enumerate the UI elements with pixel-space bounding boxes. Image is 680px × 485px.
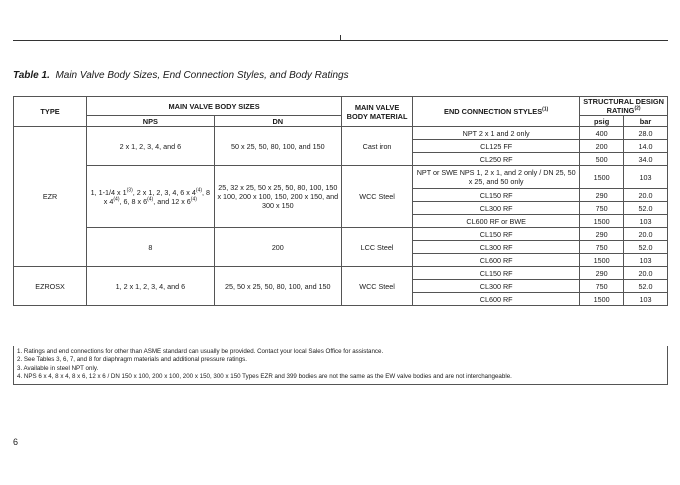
end-style-cell: CL600 RF (413, 254, 580, 267)
nps-note-e: (4) (190, 196, 197, 203)
psig-cell: 500 (580, 153, 624, 166)
bar-cell: 52.0 (624, 280, 668, 293)
nps-note-b: (4) (195, 187, 203, 194)
psig-cell: 750 (580, 280, 624, 293)
header-type: TYPE (14, 97, 87, 127)
caption-prefix: Table 1. (13, 70, 50, 81)
table-row (14, 127, 668, 140)
nps-text-e: , and 12 x 6 (153, 196, 191, 206)
nps-text-d: , 6, 8 x 6 (119, 196, 148, 206)
nps-note-a: (3) (126, 187, 133, 194)
nps-text-b: , 2 x 1, 2, 3, 4, 6 x 4 (132, 187, 196, 197)
nps-note-c: (4) (113, 196, 120, 203)
material-cell: WCC Steel (342, 166, 413, 228)
footnote-2: 2. See Tables 3, 6, 7, and 8 for diaphragm materials and additional pressure ratings. (17, 356, 247, 364)
material-cell: WCC Steel (342, 267, 413, 306)
table-footnotes (13, 346, 668, 385)
header-psig: psig (580, 116, 624, 127)
table-row (14, 166, 668, 189)
psig-cell: 290 (580, 189, 624, 202)
psig-cell: 200 (580, 140, 624, 153)
footnote-1: 1. Ratings and end connections for other than ASME standard can usually be provided. Contact your local Sales Office for assistance. (17, 348, 384, 355)
nps-cell: 1, 2 x 1, 2, 3, 4, and 6 (87, 267, 214, 306)
end-style-cell: CL600 RF or BWE (413, 215, 580, 228)
page-number: 6 (13, 437, 19, 447)
nps-note-d: (4) (147, 196, 154, 203)
header-rule (13, 40, 668, 41)
end-style-cell: CL300 RF (413, 202, 580, 215)
psig-cell: 750 (580, 202, 624, 215)
end-style-cell: CL300 RF (413, 241, 580, 254)
bar-cell: 20.0 (624, 267, 668, 280)
end-style-cell: NPT 2 x 1 and 2 only (413, 127, 580, 140)
bar-cell: 20.0 (624, 228, 668, 241)
bar-cell: 103 (624, 215, 668, 228)
psig-cell: 1500 (580, 254, 624, 267)
psig-cell: 750 (580, 241, 624, 254)
header-bar: bar (624, 116, 668, 127)
caption-title: Main Valve Body Sizes, End Connection Styles, and Body Ratings (55, 70, 349, 81)
nps-cell (87, 166, 214, 228)
nps-cell: 8 (87, 228, 214, 267)
header-end-styles-label: END CONNECTION STYLES (444, 107, 543, 116)
nps-text-c: , 8 x 4 (103, 187, 211, 206)
end-style-cell: CL125 FF (413, 140, 580, 153)
header-nps: NPS (87, 116, 214, 127)
bar-cell: 103 (624, 254, 668, 267)
bar-cell: 103 (624, 166, 668, 189)
header-end-styles (413, 97, 580, 127)
end-style-cell: CL300 RF (413, 280, 580, 293)
header-rating-label: STRUCTURAL DESIGN RATING (583, 97, 664, 115)
psig-cell: 1500 (580, 215, 624, 228)
dn-cell: 25, 50 x 25, 50, 80, 100, and 150 (214, 267, 341, 306)
header-tick (340, 35, 341, 40)
material-cell: Cast iron (342, 127, 413, 166)
material-cell: LCC Steel (342, 228, 413, 267)
bar-cell: 52.0 (624, 241, 668, 254)
bar-cell: 20.0 (624, 189, 668, 202)
bar-cell: 34.0 (624, 153, 668, 166)
end-style-cell: NPT or SWE NPS 1, 2 x 1, and 2 only / DN 25, 50 x 25, and 50 only (413, 166, 580, 189)
end-style-cell: CL150 RF (413, 189, 580, 202)
table-row (14, 267, 668, 280)
footnote-4: 4. NPS 6 x 4, 8 x 4, 8 x 6, 12 x 6 / DN 150 x 100, 200 x 100, 200 x 150, 300 x 150 Types EZR and 399 bodies are not the same as the EW valve bodies and are not interchangeable. (17, 373, 512, 381)
end-style-cell: CL150 RF (413, 228, 580, 241)
bar-cell: 52.0 (624, 202, 668, 215)
header-end-styles-note: (1) (542, 106, 549, 113)
table-caption (13, 70, 349, 81)
bar-cell: 28.0 (624, 127, 668, 140)
end-style-cell: CL150 RF (413, 267, 580, 280)
psig-cell: 290 (580, 228, 624, 241)
end-style-cell: CL250 RF (413, 153, 580, 166)
dn-cell: 50 x 25, 50, 80, 100, and 150 (214, 127, 341, 166)
bar-cell: 14.0 (624, 140, 668, 153)
table-row (14, 228, 668, 241)
dn-cell: 25, 32 x 25, 50 x 25, 50, 80, 100, 150 x 100, 200 x 100, 150, 200 x 150, and 300 x 150 (214, 166, 341, 228)
psig-cell: 290 (580, 267, 624, 280)
type-cell-ezrosx: EZROSX (14, 267, 87, 306)
nps-text-a: 1, 1-1/4 x 1 (90, 187, 127, 197)
psig-cell: 1500 (580, 166, 624, 189)
header-material: MAIN VALVE BODY MATERIAL (342, 97, 413, 127)
header-rating-note: (2) (634, 105, 641, 112)
psig-cell: 400 (580, 127, 624, 140)
type-cell-ezr: EZR (14, 127, 87, 267)
header-dn: DN (214, 116, 341, 127)
nps-cell: 2 x 1, 2, 3, 4, and 6 (87, 127, 214, 166)
valve-body-table (13, 96, 668, 306)
end-style-cell: CL600 RF (413, 293, 580, 306)
header-main-sizes: MAIN VALVE BODY SIZES (87, 97, 342, 116)
header-rating (580, 97, 668, 116)
psig-cell: 1500 (580, 293, 624, 306)
dn-cell: 200 (214, 228, 341, 267)
footnote-3: 3. Available in steel NPT only. (17, 364, 99, 372)
bar-cell: 103 (624, 293, 668, 306)
